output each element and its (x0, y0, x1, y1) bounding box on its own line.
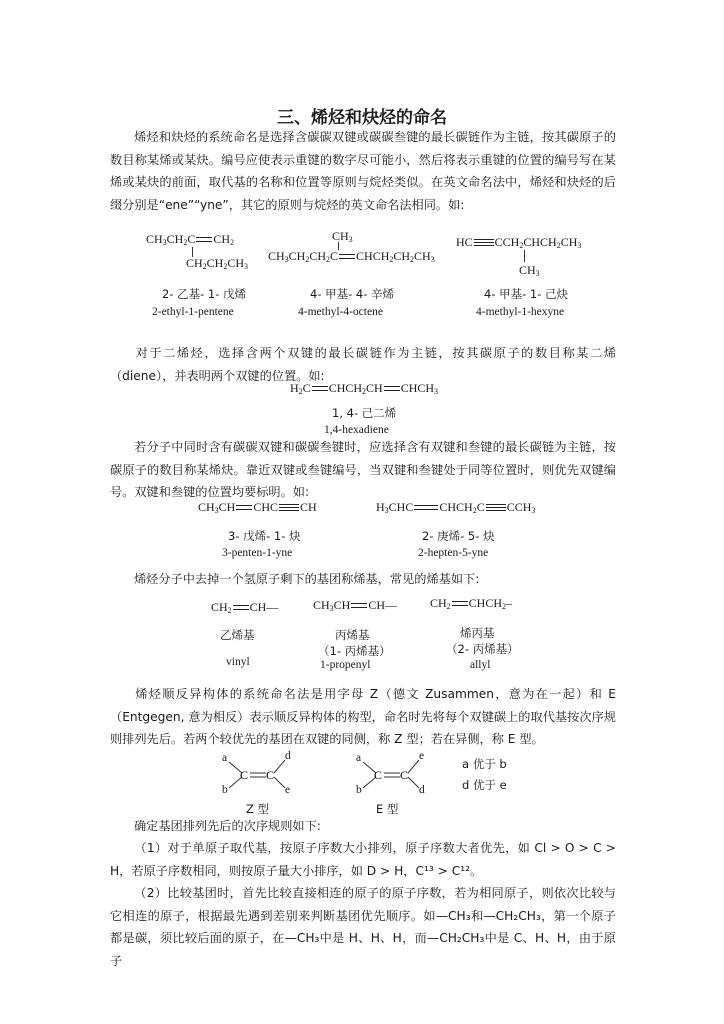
svg-text:C: C (240, 768, 249, 782)
structure-propenyl: $CH_3CH$ CH— (313, 598, 398, 613)
e-letter-d: d (419, 784, 425, 796)
structure-allyl: $CH_2$ $CHCH_2-$ (430, 596, 513, 611)
e-letter-a: a (356, 752, 362, 764)
ex1-cn-3: 4- 甲基- 1- 己炔 (484, 287, 569, 301)
z-letter-b: b (222, 784, 228, 796)
ex1-en-1: 2-ethyl-1-pentene (152, 306, 234, 318)
alkenyl-cn-1: 乙烯基 (220, 628, 255, 642)
ze-paragraph: 烯烃顺反异构体的系统命名法是用字母 Z（德文 Zusammen，意为在一起）和 E（Entgegen, 意为相反）表示顺反异构体的构型，命名时先将每个双键碳上的取代基按次序规则排列先后。若两个较优先的基团在双键的同侧，称 Z 型；若在异侧，称 E 型。 (110, 687, 616, 746)
alkenyl-en-1: vinyl (226, 656, 250, 668)
ex1-en-3: 4-methyl-1-hexyne (476, 306, 565, 318)
intro-paragraph: 烯烃和炔烃的系统命名是选择含碳碳双键或碳碳叁键的最长碳链作为主链，按其碳原子的数目称某烯或某炔。编号应使表示重键的数字尽可能小，然后将表示重键的位置的编号写在某烯或某炔的前面，取代基的名称和位置等原则与烷烃类似。在英文命名法中，烯烃和炔烃的后缀分别是“ene”“yne”，其它的原则与烷烃的英文命名法相同。如: (110, 130, 616, 212)
priority-note-2: d 优于 e (462, 778, 507, 792)
diene-paragraph: 对于二烯烃，选择含两个双键的最长碳链作为主链，按其碳原子的数目称某二烯（diene），并表明两个双键的位置。如: (110, 346, 616, 383)
structure-vinyl: $CH_2$ CH— (211, 600, 279, 615)
structure-1-4-hexadiene: $H_2C$ $CHCH_2CH$ $CHCH_3$ (290, 381, 439, 396)
diene-en: 1,4-hexadiene (324, 424, 389, 436)
e-letter-e: e (419, 750, 425, 762)
enyne-cn-1: 3- 戊烯- 1- 炔 (228, 529, 301, 543)
alkenyl-en-3: allyl (470, 659, 491, 671)
diene-cn: 1, 4- 己二烯 (332, 406, 397, 420)
ex1-cn-1: 2- 乙基- 1- 戊烯 (162, 287, 247, 301)
structure-4-methyl-4-octene: $CH_3CH_2CH_2C$ $CHCH_2CH_2CH_3$ (268, 249, 435, 264)
structure-4-methyl-1-hexyne: HC $CCH_2CHCH_2CH_3$ (456, 235, 582, 250)
alkenyl-cn-2: 丙烯基 (335, 628, 370, 642)
z-letter-d: d (285, 750, 291, 762)
svg-text:C: C (400, 768, 409, 782)
z-label: Z 型 (246, 802, 270, 816)
enyne-en-2: 2-hepten-5-yne (418, 547, 489, 559)
structure-2-ethyl-1-pentene: $CH_3CH_2C$ $CH_2$ (146, 232, 235, 247)
alkenyl-en-2: 1-propenyl (320, 659, 371, 671)
svg-text:C: C (374, 768, 383, 782)
ex1-cn-2: 4- 甲基- 4- 辛烯 (310, 287, 395, 301)
rule-2: （2）比较基团时，首先比较直接相连的原子的原子序数，若为相同原子，则依次比较与它相连的原子，根据最先遇到差别来判断基团优先顺序。如—CH₃和—CH₂CH₃，第一个原子都是碳，须比较后面的原子，在—CH₃中是 H、H、H，而—CH₂CH₃中是 C、H、H，由于原子 (110, 886, 616, 968)
ex1-en-2: 4-methyl-4-octene (298, 306, 383, 318)
page-title: 三、烯烃和炔烃的命名 (277, 108, 447, 128)
rule-1: （1）对于单原子取代基，按原子序数大小排列，原子序数大者优先，如 Cl > O > C > H，若原子序数相同，则按原子量大小排序，如 D > H，C¹³ > C¹²。 (110, 841, 616, 878)
structure-2-hepten-5-yne: $H_3CHC$ $CHCH_2C$ $CCH_3$ (376, 500, 536, 515)
svg-text:C: C (266, 768, 275, 782)
e-letter-b: b (356, 784, 362, 796)
alkenyl-alt-3: （2- 丙烯基） (446, 642, 519, 656)
structure-3-penten-1-yne: $CH_3CH$ CHC CH (198, 500, 317, 515)
z-letter-a: a (222, 752, 228, 764)
rules-heading: 确定基团排列先后的次序规则如下: (134, 819, 321, 833)
alkenyl-cn-3: 烯丙基 (460, 626, 495, 640)
enyne-paragraph: 若分子中同时含有碳碳双键和碳碳叁键时，应选择含有双键和叁键的最长碳链为主链，按碳原子的数目称某烯炔。靠近双键或叁键编号，当双键和叁键处于同等位置时，则优先双键编号。双键和叁键的位置均要标明。如: (110, 440, 616, 499)
alkenyl-alt-2: （1- 丙烯基） (318, 644, 391, 658)
enyne-en-1: 3-penten-1-yne (222, 547, 293, 559)
e-label: E 型 (376, 802, 399, 816)
enyne-cn-2: 2- 庚烯- 5- 炔 (422, 529, 495, 543)
priority-note-1: a 优于 b (462, 757, 507, 771)
z-letter-e: e (285, 784, 291, 796)
alkenyl-paragraph: 烯烃分子中去掉一个氢原子剩下的基团称烯基，常见的烯基如下: (134, 572, 480, 586)
